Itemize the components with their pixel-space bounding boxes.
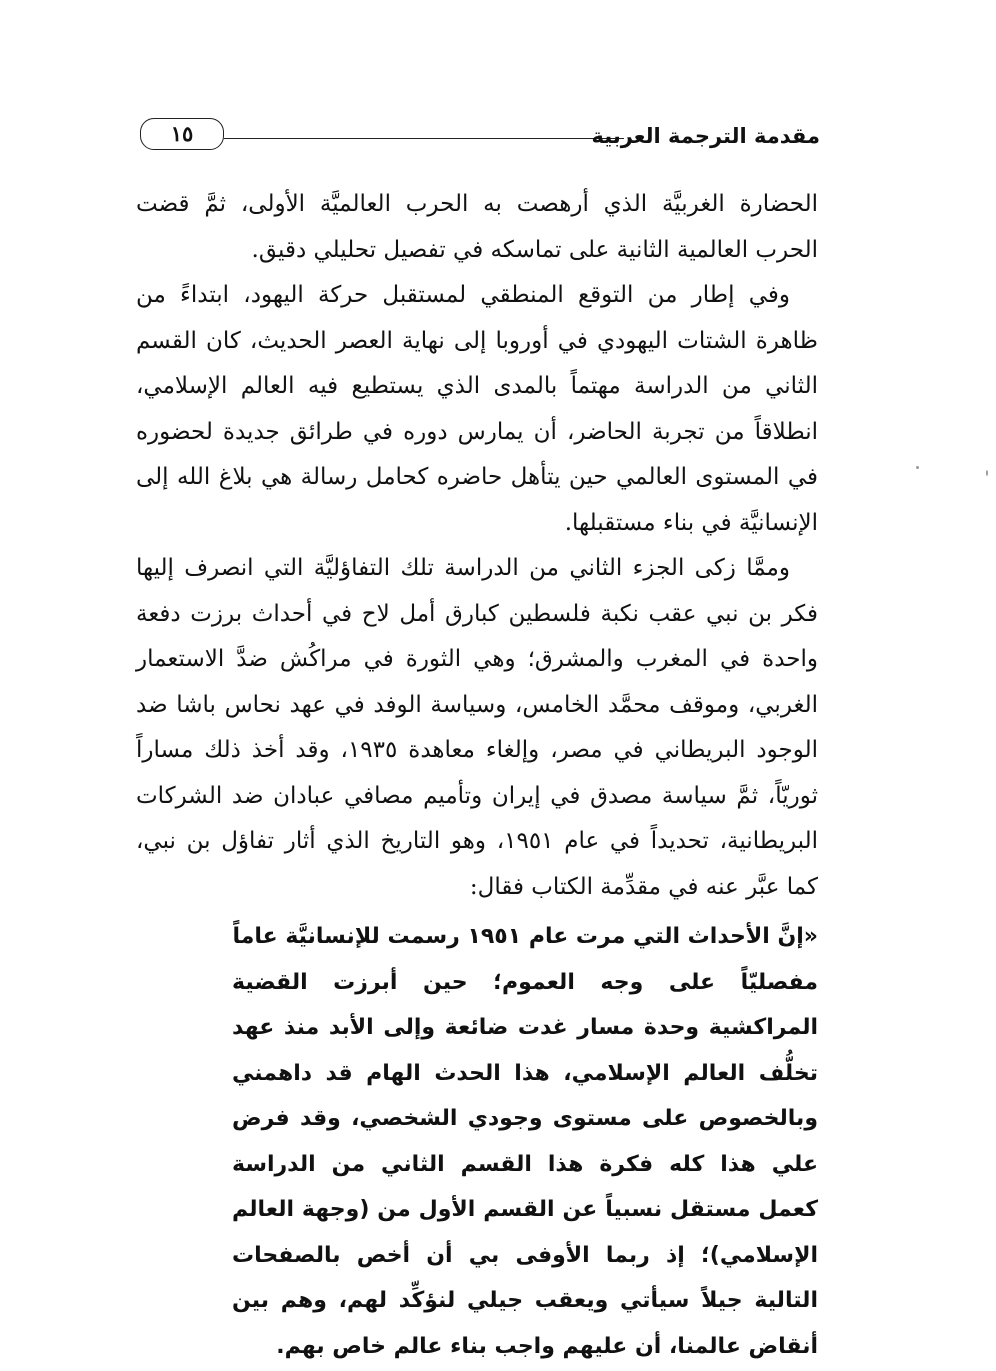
page-body [136,182,818,1369]
block-quote [136,914,818,1369]
scan-speck [916,466,919,469]
quote-body: مفصليّاً على وجه العموم؛ حين أبرزت القضية المراكشية وحدة مسار غدت ضائعة وإلى الأبد منذ عهد تخلُّف العالم الإسلامي، هذا الحدث الهام قد داهمني وبالخصوص على مستوى وجودي الشخصي، وقد فرض علي هذا كله فكرة هذا القسم الثاني من الدراسة كعمل مستقل نسبياً عن القسم الأول من (وجهة العالم الإسلامي)؛ إذ ربما الأوفى بي أن أخص بالصفحات التالية جيلاً سيأتي ويعقب جيلي لنؤكِّد لهم، وهم بين أنقاض عالمنا، أن عليهم واجب بناء عالم خاص بهم. [232,969,818,1359]
paragraph-continuation: الحضارة الغربيَّة الذي أرهصت به الحرب العالميَّة الأولى، ثمَّ قضت الحرب العالمية الثانية على تماسكه في تفصيل تحليلي دقيق. [136,191,818,263]
quote-first-line: «إنَّ الأحداث التي مرت عام ١٩٥١ رسمت للإنسانيَّة عاماً [232,924,818,949]
header-rule [224,138,624,139]
running-title: مقدمة الترجمة العربية [591,124,820,148]
paragraph: وممَّا زكى الجزء الثاني من الدراسة تلك التفاؤليَّة التي انصرف إليها فكر بن نبي عقب نكبة فلسطين كبارق أمل لاح في أحداث برزت دفعة واحدة في المغرب والمشرق؛ وهي الثورة في مراكُش ضدَّ الاستعمار الغربي، وموقف محمَّد الخامس، وسياسة الوفد في عهد نحاس باشا ضد الوجود البريطاني في مصر، وإلغاء معاهدة ١٩٣٥، وقد أخذ ذلك مساراً ثوريّاً، ثمَّ سياسة مصدق في إيران وتأميم مصافي عبادان ضد الشركات البريطانية، تحديداً في عام ١٩٥١، وهو التاريخ الذي أثار تفاؤل بن نبي، كما عبَّر عنه في مقدِّمة الكتاب فقال: [136,555,819,900]
running-header [140,116,820,156]
page-number: ١٥ [140,118,224,150]
scan-speck [986,470,988,476]
paragraph: وفي إطار من التوقع المنطقي لمستقبل حركة اليهود، ابتداءً من ظاهرة الشتات اليهودي في أوروبا إلى نهاية العصر الحديث، كان القسم الثاني من الدراسة مهتماً بالمدى الذي يستطيع فيه العالم الإسلامي، انطلاقاً من تجربة الحاضر، أن يمارس دوره في طرائق جديدة لحضوره في المستوى العالمي حين يتأهل حاضره كحامل رسالة هي بلاغ الله إلى الإنسانيَّة في بناء مستقبلها. [136,282,818,536]
